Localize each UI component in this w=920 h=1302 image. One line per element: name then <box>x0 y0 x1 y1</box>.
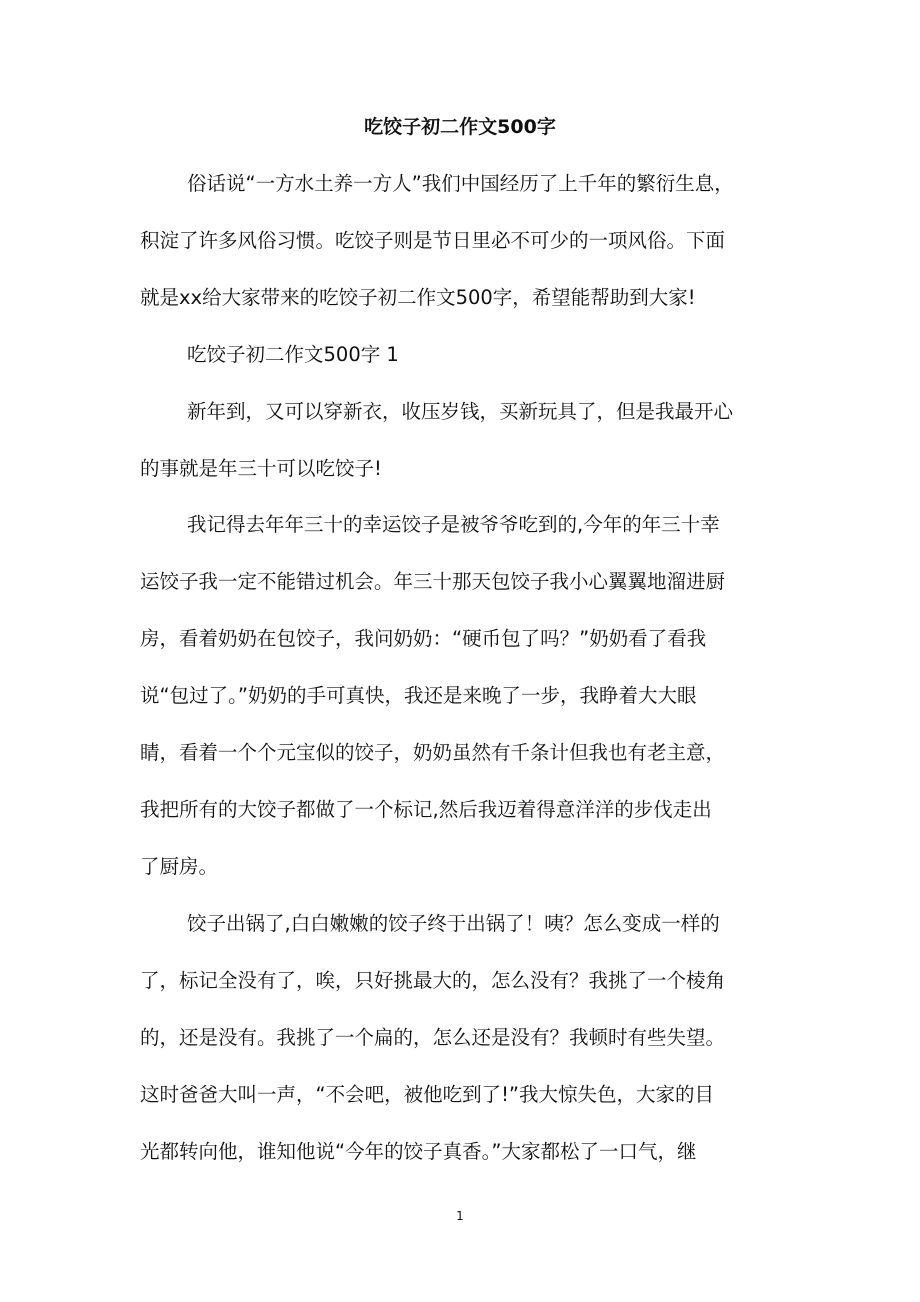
intro-line-3: 就是xx给大家带来的吃饺子初二作文500字，希望能帮助到大家! <box>140 286 696 309</box>
document-title: 吃饺子初二作文500字 <box>364 116 556 138</box>
paragraph-2-line-6: 我把所有的大饺子都做了一个标记,然后我迈着得意洋洋的步伐走出 <box>140 798 712 821</box>
intro-line-1: 俗话说“一方水土养一方人”我们中国经历了上千年的繁衍生息， <box>187 172 734 195</box>
section-heading: 吃饺子初二作文500字 1 <box>187 343 399 366</box>
paragraph-2-line-4: 说“包过了。”奶奶的手可真快，我还是来晚了一步，我睁着大大眼 <box>140 684 697 707</box>
paragraph-1-line-2: 的事就是年三十可以吃饺子! <box>140 457 382 480</box>
paragraph-3-line-4: 这时爸爸大叫一声，“不会吧，被他吃到了!”我大惊失色，大家的目 <box>140 1083 715 1106</box>
paragraph-1-line-1: 新年到，又可以穿新衣，收压岁钱，买新玩具了，但是我最开心 <box>187 400 734 423</box>
paragraph-3-line-5: 光都转向他，谁知他说“今年的饺子真香。”大家都松了一口气，继 <box>140 1140 697 1163</box>
paragraph-3-line-3: 的，还是没有。我挑了一个扁的，怎么还是没有？我顿时有些失望。 <box>140 1026 726 1049</box>
paragraph-2-line-1: 我记得去年年三十的幸运饺子是被爷爷吃到的,今年的年三十幸 <box>187 513 720 536</box>
paragraph-2-line-5: 睛，看着一个个元宝似的饺子，奶奶虽然有千条计但我也有老主意， <box>140 741 726 764</box>
paragraph-2-line-3: 房，看着奶奶在包饺子，我问奶奶：“硬币包了吗？”奶奶看了看我 <box>140 627 707 650</box>
page-number: 1 <box>456 1209 464 1223</box>
paragraph-2-line-2: 运饺子我一定不能错过机会。年三十那天包饺子我小心翼翼地溜进厨 <box>140 570 726 593</box>
intro-line-2: 积淀了许多风俗习惯。吃饺子则是节日里必不可少的一项风俗。下面 <box>140 229 726 252</box>
paragraph-2-line-7: 了厨房。 <box>140 855 219 878</box>
paragraph-3-line-1: 饺子出锅了,白白嫩嫩的饺子终于出锅了！咦？怎么变成一样的 <box>187 912 720 935</box>
paragraph-3-line-2: 了，标记全没有了，唉，只好挑最大的，怎么没有？我挑了一个棱角 <box>140 969 726 992</box>
